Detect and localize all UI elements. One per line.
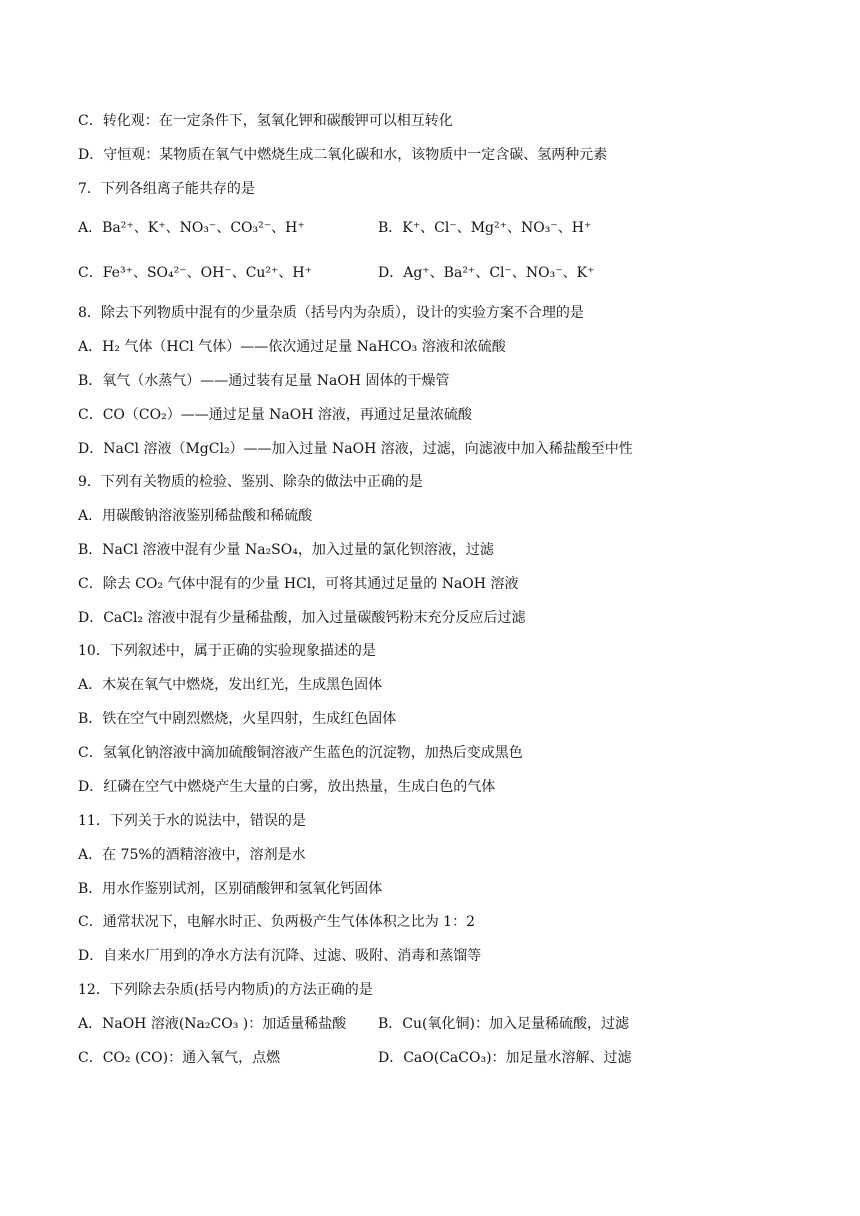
option-8d: D．NaCl 溶液（MgCl₂）——加入过量 NaOH 溶液，过滤，向滤液中加入稀盐酸至中性 (78, 441, 633, 457)
option-12d: D．CaO(CaCO₃)：加足量水溶解、过滤 (378, 1050, 632, 1066)
option-10b: B．铁在空气中剧烈燃烧，火星四射，生成红色固体 (78, 711, 397, 727)
question-10: 10．下列叙述中，属于正确的实验现象描述的是 (78, 643, 376, 659)
question-8: 8．除去下列物质中混有的少量杂质（括号内为杂质），设计的实验方案不合理的是 (78, 305, 584, 321)
option-8c: C．CO（CO₂）——通过足量 NaOH 溶液，再通过足量浓硫酸 (78, 407, 472, 423)
option-9d: D．CaCl₂ 溶液中混有少量稀盐酸，加入过量碳酸钙粉末充分反应后过滤 (78, 610, 526, 626)
question-11: 11．下列关于水的说法中，错误的是 (78, 813, 306, 829)
option-11b: B．用水作鉴别试剂，区别硝酸钾和氢氧化钙固体 (78, 881, 383, 897)
option-9c: C．除去 CO₂ 气体中混有的少量 HCl，可将其通过足量的 NaOH 溶液 (78, 576, 519, 592)
option-9a: A．用碳酸钠溶液鉴别稀盐酸和稀硫酸 (78, 508, 313, 524)
option-10a: A．木炭在氧气中燃烧，发出红光，生成黑色固体 (78, 677, 383, 693)
option-12b: B．Cu(氧化铜)：加入足量稀硫酸，过滤 (378, 1016, 629, 1032)
option-8a: A．H₂ 气体（HCl 气体）——依次通过足量 NaHCO₃ 溶液和浓硫酸 (78, 339, 506, 355)
option-7a: A．Ba²⁺、K⁺、NO₃⁻、CO₃²⁻、H⁺ (78, 220, 305, 236)
option-12a: A．NaOH 溶液(Na₂CO₃ )：加适量稀盐酸 (78, 1016, 347, 1032)
option-10c: C．氢氧化钠溶液中滴加硫酸铜溶液产生蓝色的沉淀物，加热后变成黑色 (78, 745, 523, 761)
option-7b: B．K⁺、Cl⁻、Mg²⁺、NO₃⁻、H⁺ (378, 220, 592, 236)
option-line: C．转化观：在一定条件下，氢氧化钾和碳酸钾可以相互转化 (78, 113, 453, 129)
option-7c: C．Fe³⁺、SO₄²⁻、OH⁻、Cu²⁺、H⁺ (78, 265, 313, 281)
option-9b: B．NaCl 溶液中混有少量 Na₂SO₄，加入过量的氯化钡溶液，过滤 (78, 542, 494, 558)
question-12: 12．下列除去杂质(括号内物质)的方法正确的是 (78, 982, 373, 998)
option-11a: A．在 75%的酒精溶液中，溶剂是水 (78, 847, 306, 863)
question-9: 9．下列有关物质的检验、鉴别、除杂的做法中正确的是 (78, 474, 423, 490)
option-10d: D．红磷在空气中燃烧产生大量的白雾，放出热量，生成白色的气体 (78, 779, 496, 795)
option-11c: C．通常状况下，电解水时正、负两极产生气体体积之比为 1：2 (78, 914, 475, 930)
option-7d: D．Ag⁺、Ba²⁺、Cl⁻、NO₃⁻、K⁺ (378, 265, 595, 281)
option-8b: B．氧气（水蒸气）——通过装有足量 NaOH 固体的干燥管 (78, 373, 450, 389)
option-11d: D．自来水厂用到的净水方法有沉降、过滤、吸附、消毒和蒸馏等 (78, 948, 482, 964)
question-7: 7．下列各组离子能共存的是 (78, 181, 255, 197)
option-line: D．守恒观：某物质在氧气中燃烧生成二氧化碳和水，该物质中一定含碳、氢两种元素 (78, 147, 608, 163)
option-12c: C．CO₂ (CO)：通入氧气，点燃 (78, 1050, 281, 1066)
